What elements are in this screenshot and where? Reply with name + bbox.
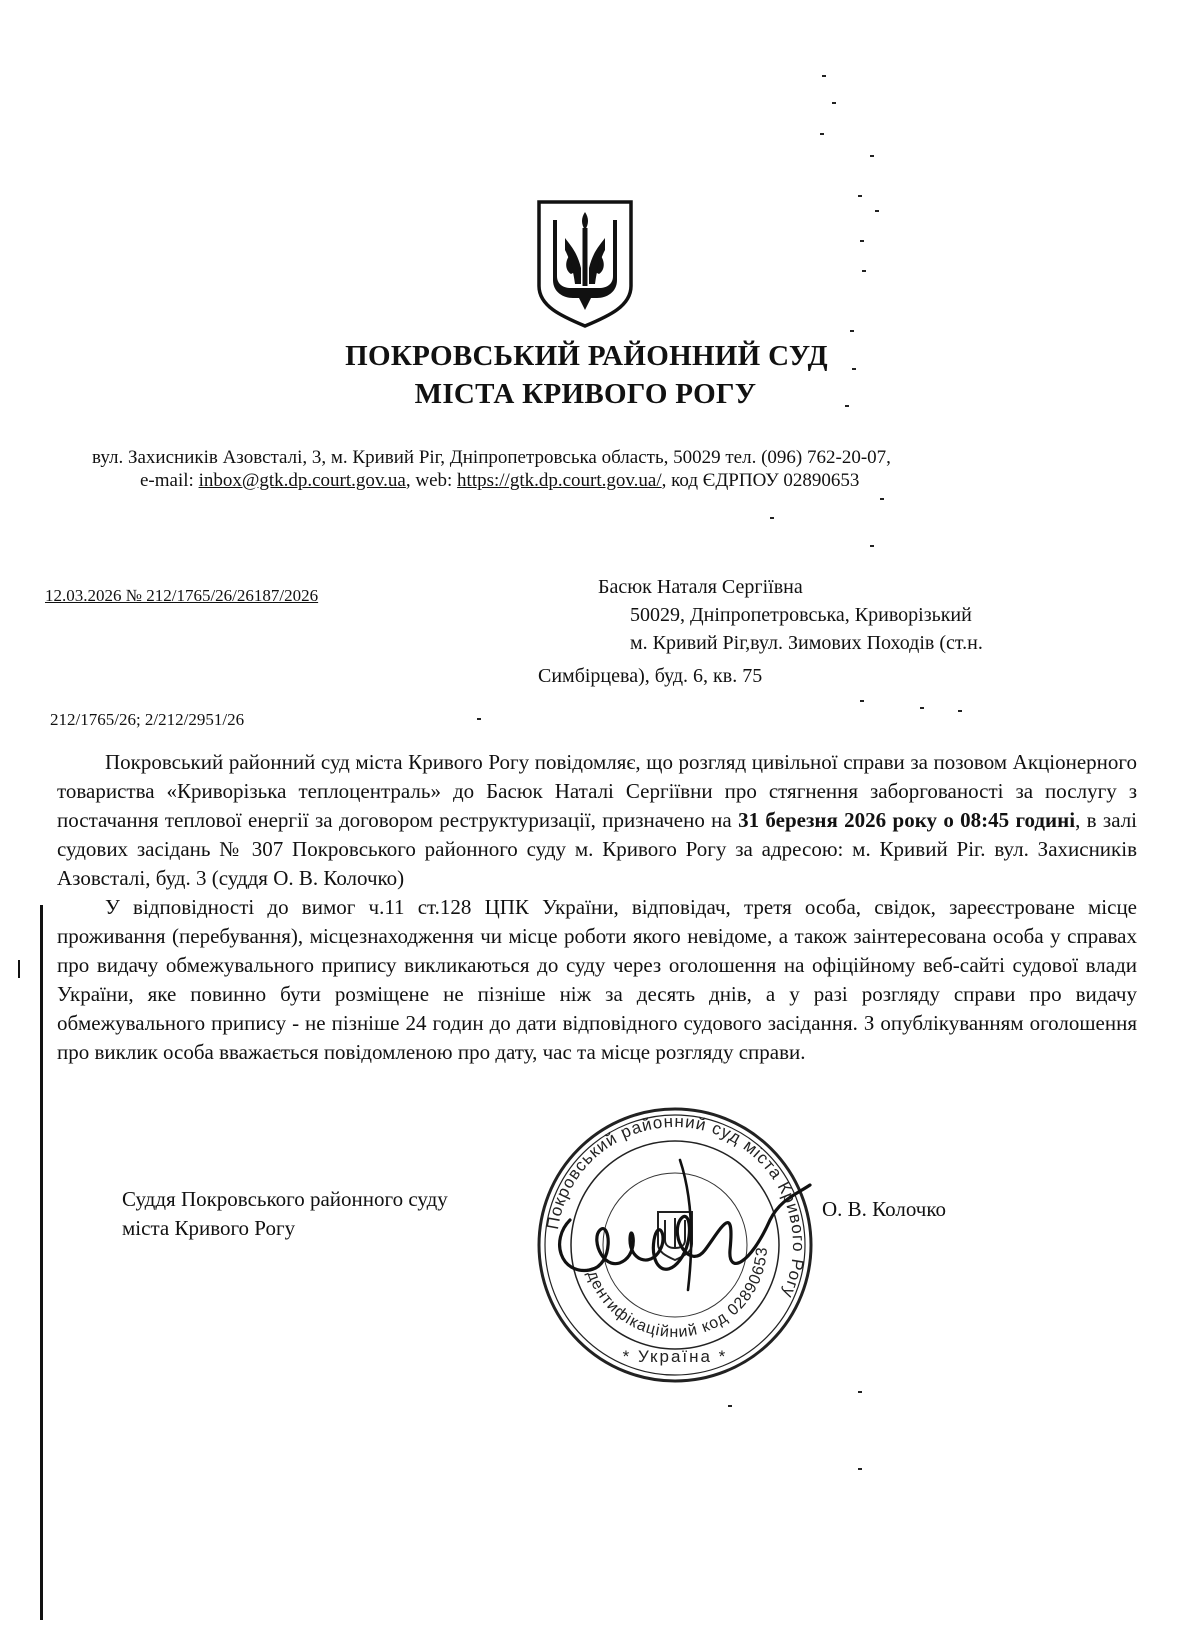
- scan-speck: [850, 330, 854, 332]
- scan-speck: [860, 700, 864, 702]
- paragraph1-text-end: , в залі судових засідань № 307 Покровського районного суду м. Кривого Рогу за адресою: м. Кривий Ріг. вул. Захисників Азовсталі, буд. 3 (суддя О. В. Колочко): [57, 808, 1138, 890]
- scan-speck: [870, 545, 874, 547]
- paragraph1-text-start: Покровський районний суд міста Кривого Рогу повідомляє, що розгляд цивільної справи за позовом Акціонерного товариства «Криворізька теплоцентраль» до Басюк Наталі Сергіївни про стягнення заборгованості за послугу з постачання теплової енергії за договором реструктуризації, призначено на: [57, 750, 1137, 832]
- scan-speck: [822, 75, 826, 77]
- scan-edge-line: [40, 905, 43, 1620]
- court-name-line1: ПОКРОВСЬКИЙ РАЙОННИЙ СУД: [345, 340, 828, 372]
- scan-speck: [858, 195, 862, 197]
- seal-bottom-text: * Україна *: [622, 1347, 728, 1366]
- scan-speck: [875, 210, 879, 212]
- addressee-address-line3: Симбірцева), буд. 6, кв. 75: [538, 665, 763, 687]
- court-name-line2: МІСТА КРИВОГО РОГУ: [414, 378, 757, 410]
- seal-inner-text: Ідентифікаційний код 02890653: [581, 1245, 772, 1342]
- addressee-address-line2: м. Кривий Ріг,вул. Зимових Походів (ст.н.: [630, 632, 983, 654]
- seal-outer-text: Покровський районний суд міста Кривого Рогу: [542, 1111, 809, 1302]
- email-link[interactable]: inbox@gtk.dp.court.gov.ua: [198, 470, 406, 491]
- case-numbers: 212/1765/26; 2/212/2951/26: [50, 710, 245, 729]
- scan-speck: [870, 155, 874, 157]
- scan-edge-mark: [18, 960, 20, 978]
- scan-speck: [832, 102, 836, 104]
- scan-speck: [477, 718, 481, 720]
- court-seal-stamp: [530, 1100, 820, 1390]
- scan-speck: [728, 1405, 732, 1407]
- signatory-role: [122, 1185, 448, 1243]
- web-label: , web:: [405, 470, 458, 491]
- scan-speck: [858, 1391, 862, 1393]
- scan-speck: [958, 710, 962, 712]
- signatory-name: О. В. Колочко: [822, 1197, 946, 1221]
- notice-paragraph-1: [57, 748, 1137, 893]
- email-label: e-mail:: [140, 470, 199, 491]
- edrpou-code: , код ЄДРПОУ 02890653: [661, 470, 860, 491]
- court-address: вул. Захисників Азовсталі, 3, м. Кривий Ріг, Дніпропетровська область, 50029 тел. (096) 762-20-07,: [92, 447, 891, 468]
- scan-speck: [858, 1468, 862, 1470]
- notice-body: [57, 748, 1137, 1067]
- hearing-datetime: 31 березня 2026 року о 08:45 годині: [738, 808, 1076, 832]
- scan-speck: [862, 270, 866, 272]
- scan-speck: [880, 498, 884, 500]
- web-link[interactable]: https://gtk.dp.court.gov.ua/: [457, 470, 662, 491]
- trident-emblem-icon: [535, 198, 635, 330]
- signatory-role-line2: міста Кривого Рогу: [122, 1216, 296, 1240]
- scan-speck: [860, 240, 864, 242]
- scan-speck: [920, 707, 924, 709]
- scan-speck: [820, 133, 824, 135]
- court-contacts: [140, 470, 859, 492]
- notice-paragraph-2: У відповідності до вимог ч.11 ст.128 ЦПК України, відповідач, третя особа, свідок, зареєстроване місце проживання (перебування), місцезнаходження чи місце роботи якого невідоме, а також заінтересована особа у справах про видачу обмежувального припису викликаються до суду через оголошення на офіційному веб-сайті судової влади України, яке повинно бути розміщене не пізніше ніж за десять днів, а у разі розгляду справи про видачу обмежувального припису - не пізніше 24 годин до дати відповідного судового засідання. З опублікуванням оголошення про виклик особа вважається повідомленою про дату, час та місце розгляду справи.: [57, 895, 1137, 1064]
- signatory-role-line1: Суддя Покровського районного суду: [122, 1187, 448, 1211]
- addressee-name: Басюк Наталя Сергіївна: [598, 576, 803, 598]
- outgoing-number: 12.03.2026 № 212/1765/26/26187/2026: [45, 586, 319, 605]
- scan-speck: [770, 517, 774, 519]
- addressee-address-line1: 50029, Дніпропетровська, Криворізький: [630, 604, 972, 626]
